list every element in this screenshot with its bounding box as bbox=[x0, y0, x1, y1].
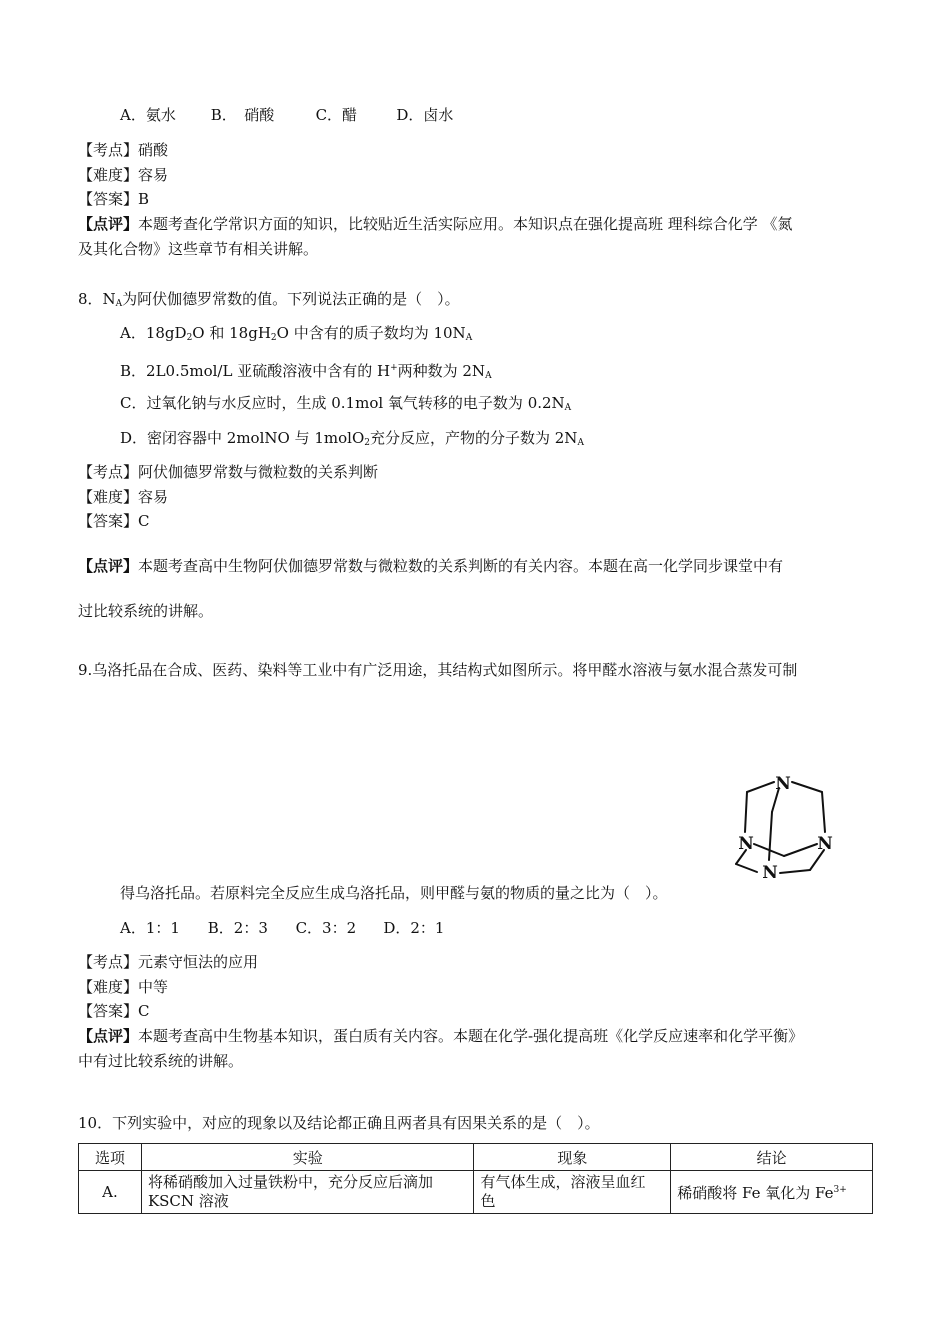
q7-kaodian: 【考点】硝酸 bbox=[78, 141, 169, 159]
q7-dianping: 【点评】本题考查化学常识方面的知识，比较贴近生活实际应用。本知识点在强化提高班 理科综合化学 《氮 bbox=[78, 215, 793, 233]
q10-table bbox=[78, 1143, 873, 1214]
cell-conclusion: 稀硝酸将 Fe 氧化为 $Fe^{3+}$ bbox=[671, 1171, 873, 1214]
q8-option-b: B．2L0.5mol/L 亚硫酸溶液中含有的 H+两种数为 $2N_A$ bbox=[120, 362, 492, 381]
q9-options bbox=[120, 917, 444, 939]
n-atom-left: N bbox=[738, 834, 754, 854]
n-atom-bottom: N bbox=[762, 863, 778, 883]
q10-stem: 10．下列实验中，对应的现象以及结论都正确且两者具有因果关系的是（ ）。 bbox=[78, 1114, 600, 1132]
n-atom-top: N bbox=[775, 774, 791, 794]
q9-nandu: 【难度】中等 bbox=[78, 978, 169, 996]
table-row bbox=[79, 1171, 873, 1214]
header-conclusion: 结论 bbox=[671, 1144, 873, 1171]
q8-dianping: 【点评】本题考查高中生物阿伏伽德罗常数与微粒数的关系判断的有关内容。本题在高一化学同步课堂中有 bbox=[78, 557, 784, 575]
q7-dianping-cont: 及其化合物》这些章节有相关讲解。 bbox=[78, 240, 319, 258]
q8-nandu: 【难度】容易 bbox=[78, 488, 169, 506]
q7-option-c: C．醋 bbox=[315, 106, 358, 124]
q9-option-c: C．3：2 bbox=[295, 919, 357, 937]
q9-stem: 9.乌洛托品在合成、医药、染料等工业中有广泛用途，其结构式如图所示。将甲醛水溶液与氨水混合蒸发可制 bbox=[78, 661, 798, 679]
header-phenomenon: 现象 bbox=[474, 1144, 671, 1171]
q8-daan: 【答案】C bbox=[78, 512, 150, 530]
q8-option-c: C．过氧化钠与水反应时，生成 0.1mol 氧气转移的电子数为 $0.2N_A$ bbox=[120, 394, 572, 413]
q8-option-d: D．密闭容器中 2molNO 与 1molO$_2$充分反应，产物的分子数为 $2N_A$ bbox=[120, 429, 584, 448]
q9-stem-cont: 得乌洛托品。若原料完全反应生成乌洛托品，则甲醛与氨的物质的量之比为（ ）。 bbox=[120, 884, 668, 902]
q7-option-b: B． 硝酸 bbox=[210, 106, 275, 124]
cell-option: A. bbox=[79, 1171, 142, 1214]
table-header-row bbox=[79, 1144, 873, 1171]
q9-dianping-cont: 中有过比较系统的讲解。 bbox=[78, 1052, 244, 1070]
cell-phenomenon: 有气体生成，溶液呈血红 色 bbox=[474, 1171, 671, 1214]
q9-option-d: D．2：1 bbox=[383, 919, 445, 937]
q8-dianping-cont: 过比较系统的讲解。 bbox=[78, 602, 214, 620]
q7-nandu: 【难度】容易 bbox=[78, 166, 169, 184]
q7-option-a: A．氨水 bbox=[120, 106, 176, 124]
q8-stem: 8．$N_A$为阿伏伽德罗常数的值。下列说法正确的是（ ）。 bbox=[78, 290, 460, 309]
q9-option-a: A．1：1 bbox=[120, 919, 180, 937]
q9-daan: 【答案】C bbox=[78, 1002, 150, 1020]
q9-kaodian: 【考点】元素守恒法的应用 bbox=[78, 953, 259, 971]
q7-daan: 【答案】B bbox=[78, 190, 150, 208]
q7-options bbox=[120, 104, 453, 126]
header-option: 选项 bbox=[79, 1144, 142, 1171]
urotropine-structure-diagram bbox=[712, 760, 852, 890]
q9-option-b: B．2：3 bbox=[207, 919, 268, 937]
q8-option-a: A．$18gD_2O$ 和 $18gH_2O$ 中含有的质子数均为 $10N_A$ bbox=[120, 324, 473, 343]
q9-dianping: 【点评】本题考查高中生物基本知识，蛋白质有关内容。本题在化学-强化提高班《化学反应速率和化学平衡》 bbox=[78, 1027, 804, 1045]
cell-experiment: 将稀硝酸加入过量铁粉中，充分反应后滴加 KSCN 溶液 bbox=[141, 1171, 474, 1214]
q7-option-d: D．卤水 bbox=[396, 106, 454, 124]
q8-kaodian: 【考点】阿伏伽德罗常数与微粒数的关系判断 bbox=[78, 463, 379, 481]
header-experiment: 实验 bbox=[141, 1144, 474, 1171]
n-atom-right: N bbox=[817, 834, 833, 854]
